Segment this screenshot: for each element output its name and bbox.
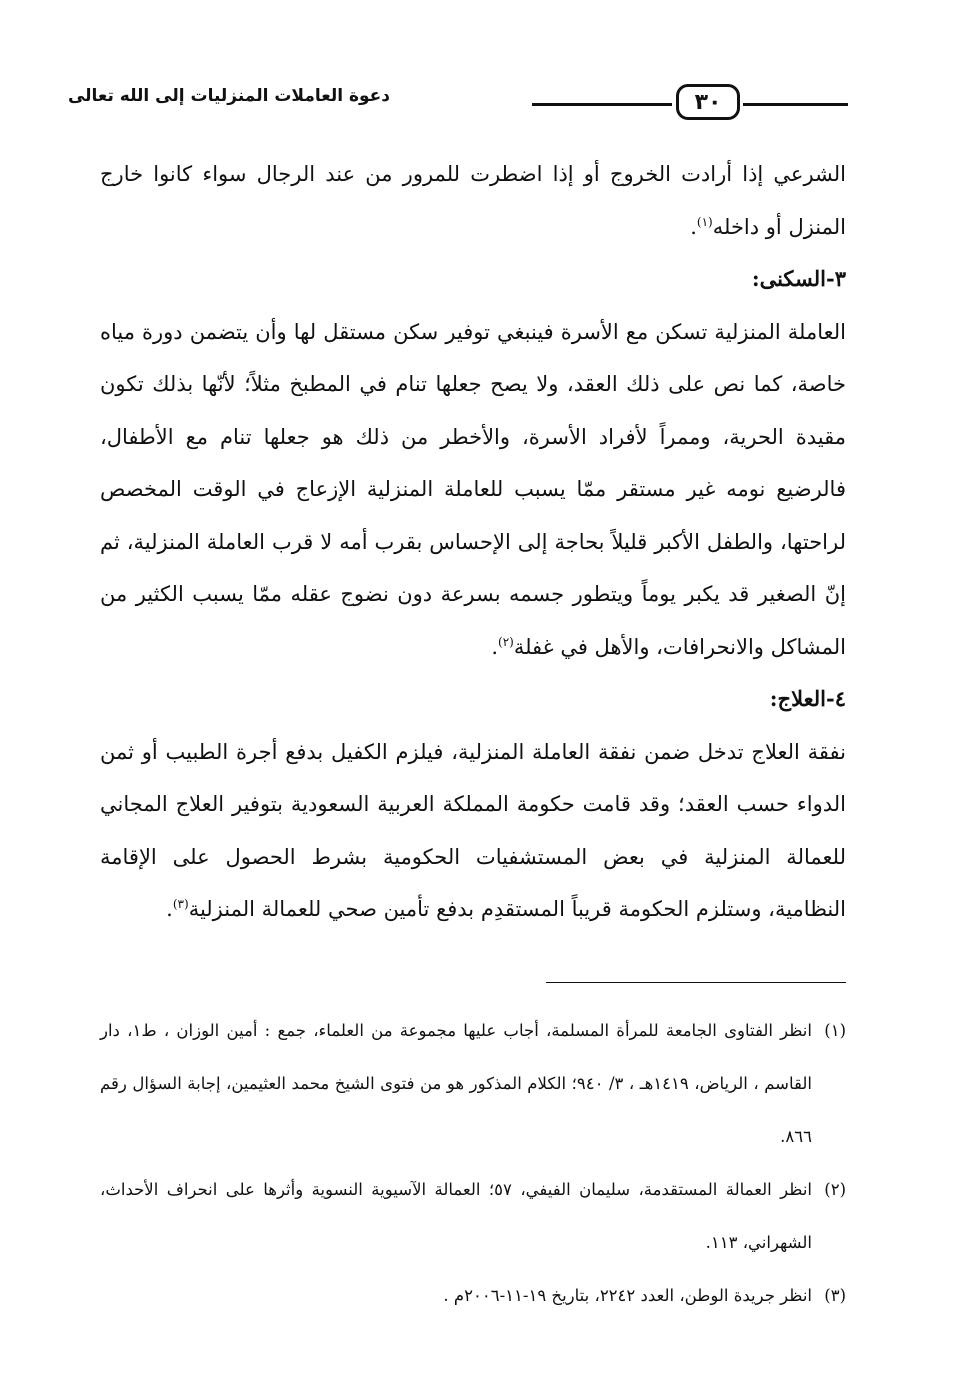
header-rule-middle [532,103,672,106]
footnote-1-number: (١) [824,1021,846,1040]
footnote-2 [100,1163,846,1269]
running-title: دعوة العاملات المنزليات إلى الله تعالى [67,86,390,106]
paragraph-2 [100,306,846,674]
section-heading-housing: ٣-السكنى: [751,266,846,291]
footnote-1-text: انظر الفتاوى الجامعة للمرأة المسلمة، أجاب عليها مجموعة من العلماء، جمع : أمين الوزان ، ط١، دار القاسم ، الرياض، ١٤١٩هـ ، ٣/ ٩٤٠؛ الكلام المذكور هو من فتوى الشيخ محمد العثيمين، إجابة السؤال رقم ٨٦٦. [100,1021,812,1146]
footnote-3 [100,1269,846,1322]
paragraph-1-text: الشرعي إذا أرادت الخروج أو إذا اضطرت للمرور من عند الرجال سواء كانوا خارج المنزل أو داخله [100,162,846,239]
body-text [100,148,846,936]
footnote-separator [546,982,846,983]
header-rule-right [743,103,848,106]
footnote-3-text: انظر جريدة الوطن، العدد ٢٢٤٢، بتاريخ ١٩-١١-٢٠٠٦م . [443,1286,812,1305]
paragraph-1-end: . [690,214,697,239]
footnote-ref-2: (٢) [498,634,514,649]
footnote-2-text: انظر العمالة المستقدمة، سليمان الفيفي، ٥٧؛ العمالة الآسيوية النسوية وأثرها على انحراف الأحداث، الشهراني، ١١٣. [100,1180,812,1252]
paragraph-3-text: نفقة العلاج تدخل ضمن نفقة العاملة المنزلية، فيلزم الكفيل بدفع أجرة الطبيب أو ثمن الدواء حسب العقد؛ وقد قامت حكومة المملكة العربية السعودية بتوفير العلاج المجاني للعمالة المنزلية في بعض المستشفيات الحكومية بشرط الحصول على الإقامة النظامية، وستلزم الحكومة قريباً المستقدِم بدفع تأمين صحي للعمالة المنزلية [100,739,846,921]
page-number: ٣٠ [676,84,740,120]
page-header [67,84,848,124]
footnote-3-number: (٣) [824,1286,846,1305]
paragraph-2-text: العاملة المنزلية تسكن مع الأسرة فينبغي توفير سكن مستقل لها وأن يتضمن دورة مياه خاصة، كما نص على ذلك العقد، ولا يصح جعلها تنام في المطبخ مثلاً؛ لأنّها بذلك تكون مقيدة الحرية، وممراً لأفراد الأسرة، والأخطر من ذلك هو جعلها تنام مع الأطفال، فالرضيع نومه غير مستقر ممّا يسبب للعاملة المنزلية الإزعاج في الوقت المخصص لراحتها، والطفل الأكبر قليلاً بحاجة إلى الإحساس بقرب أمه لا قرب العاملة المنزلية، ثم إنّ الصغير قد يكبر يوماً ويتطور جسمه بسرعة دون نضوج عقله ممّا يسبب الكثير من المشاكل والانحرافات، والأهل في غفلة [100,319,846,659]
paragraph-1 [100,148,846,253]
footnote-ref-1: (١) [696,214,713,229]
paragraph-2-end: . [491,634,499,659]
paragraph-3-end: . [166,897,173,921]
footnote-2-number: (٢) [824,1180,846,1199]
footnote-1 [100,1004,846,1163]
section-heading-treatment: ٤-العلاج: [769,686,846,711]
footnotes [100,1004,846,1322]
footnote-ref-3: (٣) [172,897,189,911]
paragraph-3 [100,726,846,936]
